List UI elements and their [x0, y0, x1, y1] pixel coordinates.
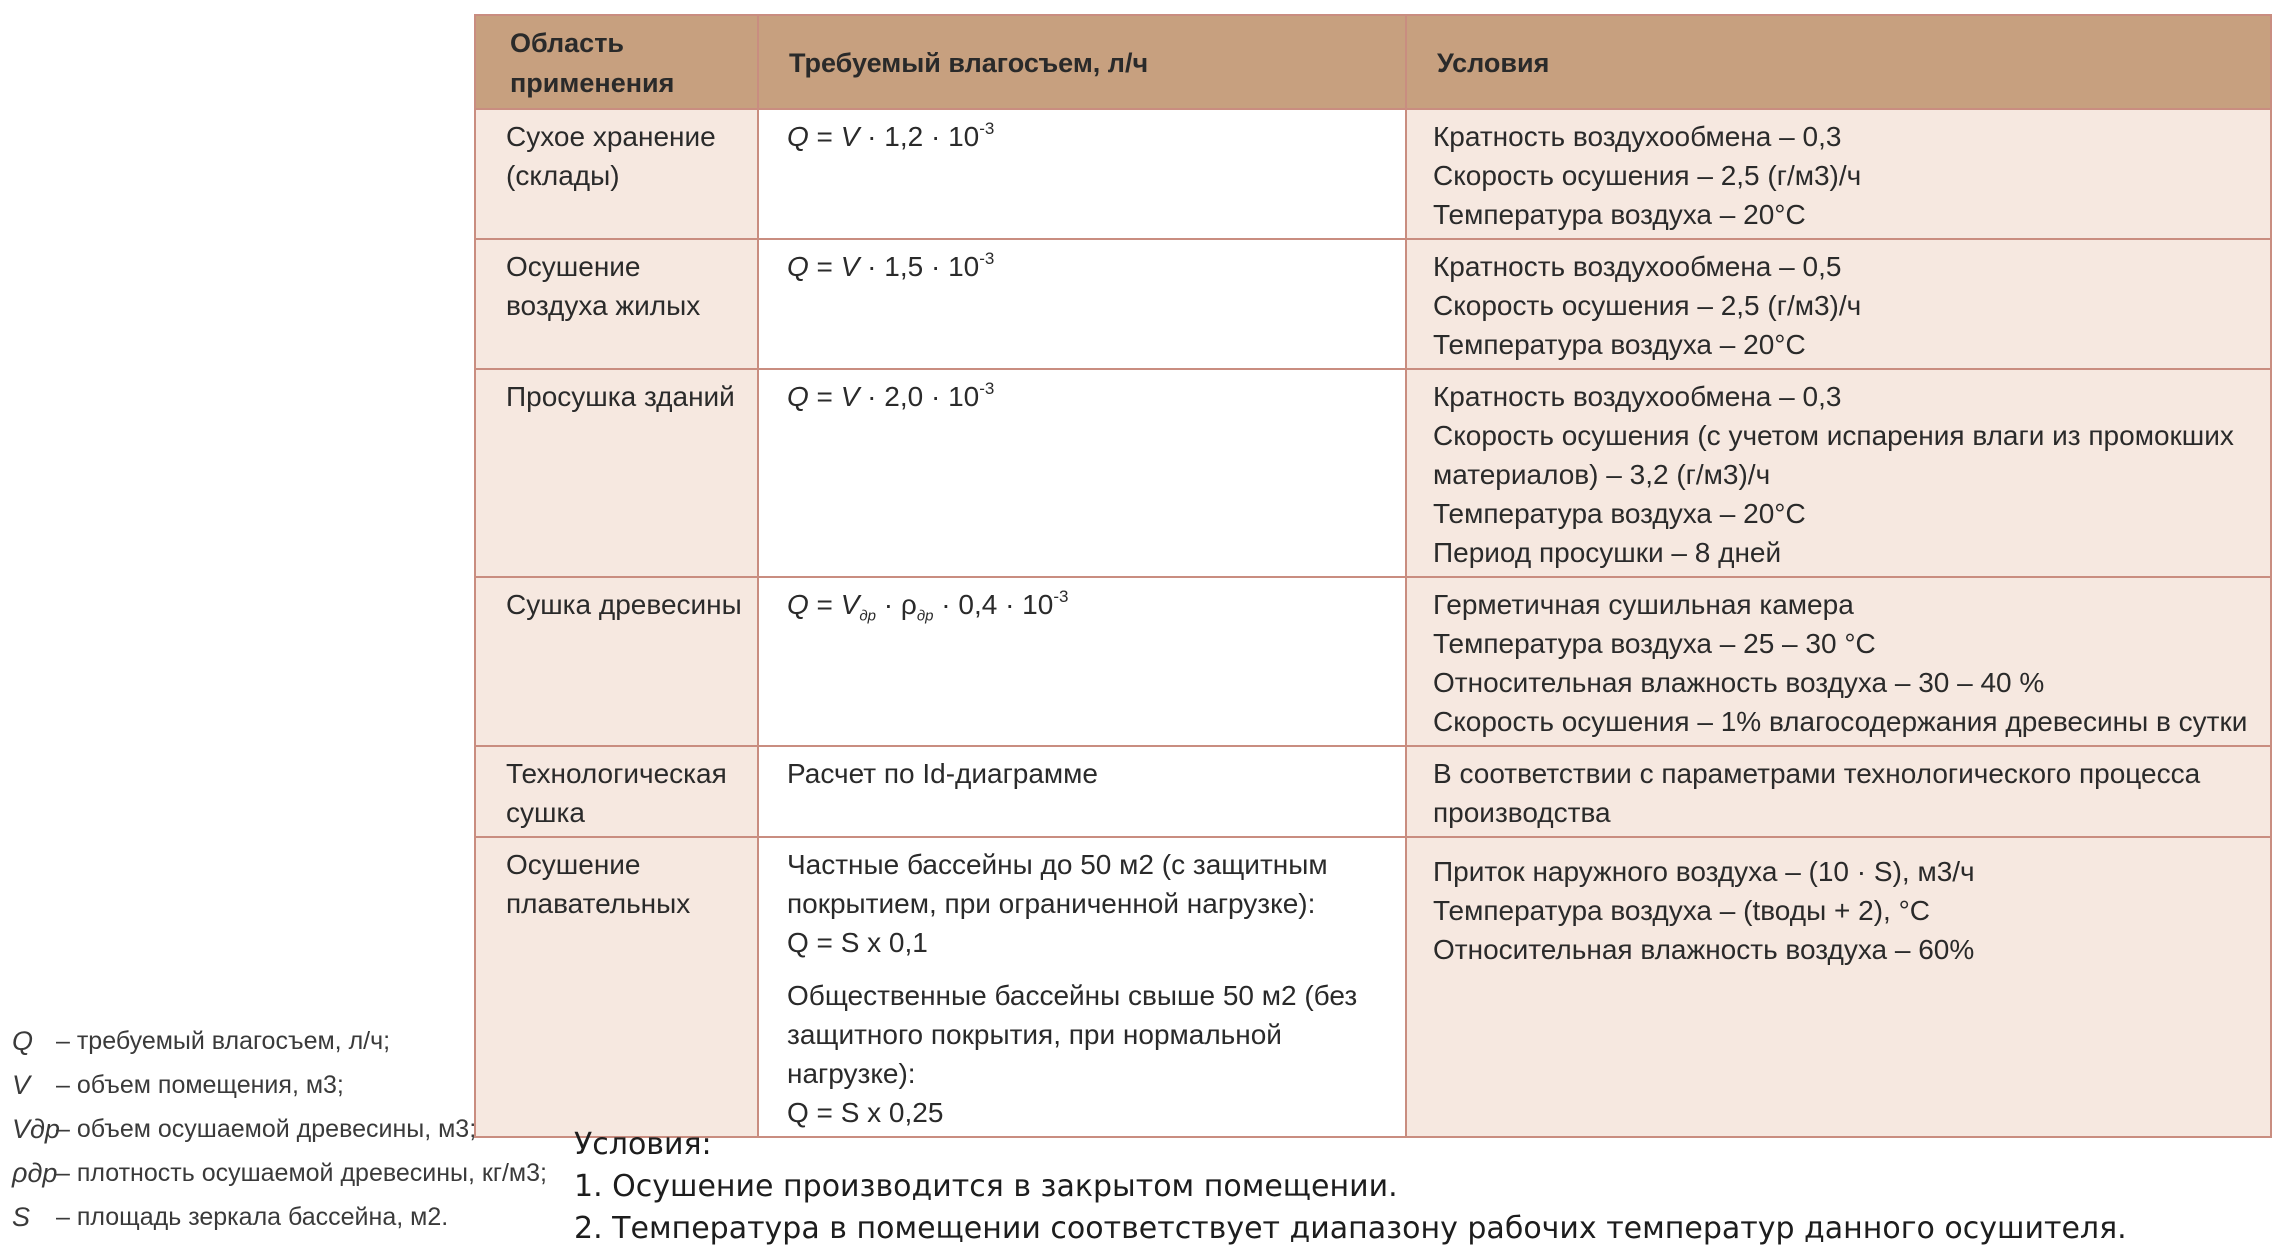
condition-line: Период просушки – 8 дней — [1433, 537, 1782, 568]
condition-line: Относительная влажность воздуха – 60% — [1433, 934, 1975, 965]
legend-text: – требуемый влагосъем, л/ч; — [56, 1027, 391, 1055]
formula-cell: $Q = V_{др} \cdot \rho_{др} \cdot 0,4 \cdot 10^{-3}$ — [758, 577, 1406, 746]
conditions-cell — [1406, 577, 2271, 746]
condition-line: Скорость осушения – 2,5 (г/м3)/ч — [1433, 160, 1862, 191]
area-cell: Осушение воздуха жилых — [475, 239, 758, 369]
area-cell: Сухое хранение (склады) — [475, 109, 758, 239]
area-cell: Просушка зданий — [475, 369, 758, 577]
header-moisture-removal: Требуемый влагосъем, л/ч — [758, 15, 1406, 109]
pool-private-text: Частные бассейны до 50 м2 (с защитным покрытием, при ограниченной нагрузке): — [787, 849, 1328, 919]
condition-line: Температура воздуха – 25 – 30 °C — [1433, 628, 1876, 659]
legend-symbol: Vдр — [12, 1114, 60, 1144]
header-area: Область применения — [475, 15, 758, 109]
conditions-cell — [1406, 837, 2271, 1137]
legend-item — [12, 1107, 547, 1151]
legend-text: – объем осушаемой древесины, м3; — [56, 1115, 477, 1143]
pool-public-block — [787, 976, 1397, 1132]
condition-line: Температура воздуха – 20°C — [1433, 199, 1806, 230]
table-header-row — [475, 15, 2271, 109]
table-row — [475, 837, 2271, 1137]
header-conditions: Условия — [1406, 15, 2271, 109]
conditions-cell — [1406, 239, 2271, 369]
formula-cell — [758, 837, 1406, 1137]
legend-text: – плотность осушаемой древесины, кг/м3; — [56, 1159, 547, 1187]
condition-line: В соответствии с параметрами технологического процесса производства — [1433, 758, 2201, 828]
formula-cell: $Q = V \cdot 2,0 \cdot 10^{-3}$ — [758, 369, 1406, 577]
table-row — [475, 109, 2271, 239]
conditions-cell — [1406, 369, 2271, 577]
legend-symbol: V — [12, 1070, 31, 1100]
table-row — [475, 746, 2271, 837]
condition-line: Температура воздуха – 20°C — [1433, 498, 1806, 529]
legend-symbol: S — [12, 1202, 31, 1232]
area-cell: Сушка древесины — [475, 577, 758, 746]
legend-symbol: ρдр — [12, 1158, 58, 1188]
legend-item — [12, 1019, 547, 1063]
formula-cell: Расчет по Id-диаграмме — [758, 746, 1406, 837]
table-row — [475, 577, 2271, 746]
legend-item — [12, 1063, 547, 1107]
table-row — [475, 369, 2271, 577]
notes-title: Условия: — [574, 1127, 712, 1162]
dehumidification-table — [474, 14, 2272, 1138]
area-cell: Технологическая сушка — [475, 746, 758, 837]
condition-line: Кратность воздухообмена – 0,3 — [1433, 381, 1842, 412]
formula-cell: $Q = V \cdot 1,5 \cdot 10^{-3}$ — [758, 239, 1406, 369]
formula-cell: $Q = V \cdot 1,2 \cdot 10^{-3}$ — [758, 109, 1406, 239]
pool-private-block — [787, 845, 1397, 962]
condition-line: Герметичная сушильная камера — [1433, 589, 1854, 620]
pool-private-formula: Q = S x 0,1 — [787, 927, 928, 958]
conditions-cell — [1406, 109, 2271, 239]
condition-line: Скорость осушения (с учетом испарения влаги из промокших материалов) – 3,2 (г/м3)/ч — [1433, 420, 2234, 490]
conditions-cell — [1406, 746, 2271, 837]
condition-line: Относительная влажность воздуха – 30 – 40 % — [1433, 667, 2045, 698]
conditions-notes — [574, 1124, 2127, 1250]
pool-public-text: Общественные бассейны свыше 50 м2 (без защитного покрытия, при нормальной нагрузке): — [787, 980, 1358, 1089]
condition-line: Температура воздуха – (tводы + 2), °C — [1433, 895, 1930, 926]
condition-line: Скорость осушения – 2,5 (г/м3)/ч — [1433, 290, 1862, 321]
condition-line: Скорость осушения – 1% влагосодержания древесины в сутки — [1433, 706, 2248, 737]
note-item: 2. Температура в помещении соответствует диапазону рабочих температур данного осушителя. — [574, 1211, 2127, 1246]
legend-symbol: Q — [12, 1026, 34, 1056]
legend-text: – площадь зеркала бассейна, м2. — [56, 1203, 449, 1231]
table-row — [475, 239, 2271, 369]
condition-line: Кратность воздухообмена – 0,5 — [1433, 251, 1842, 282]
legend-item — [12, 1151, 547, 1195]
legend-text: – объем помещения, м3; — [56, 1071, 344, 1099]
area-cell: Осушение плавательных — [475, 837, 758, 1137]
pool-public-formula: Q = S x 0,25 — [787, 1097, 944, 1128]
condition-line: Температура воздуха – 20°C — [1433, 329, 1806, 360]
note-item: 1. Осушение производится в закрытом помещении. — [574, 1169, 1398, 1204]
symbol-legend — [12, 1019, 547, 1239]
condition-line: Приток наружного воздуха – (10 · S), м3/ч — [1433, 856, 1975, 887]
condition-line: Кратность воздухообмена – 0,3 — [1433, 121, 1842, 152]
legend-item — [12, 1195, 547, 1239]
